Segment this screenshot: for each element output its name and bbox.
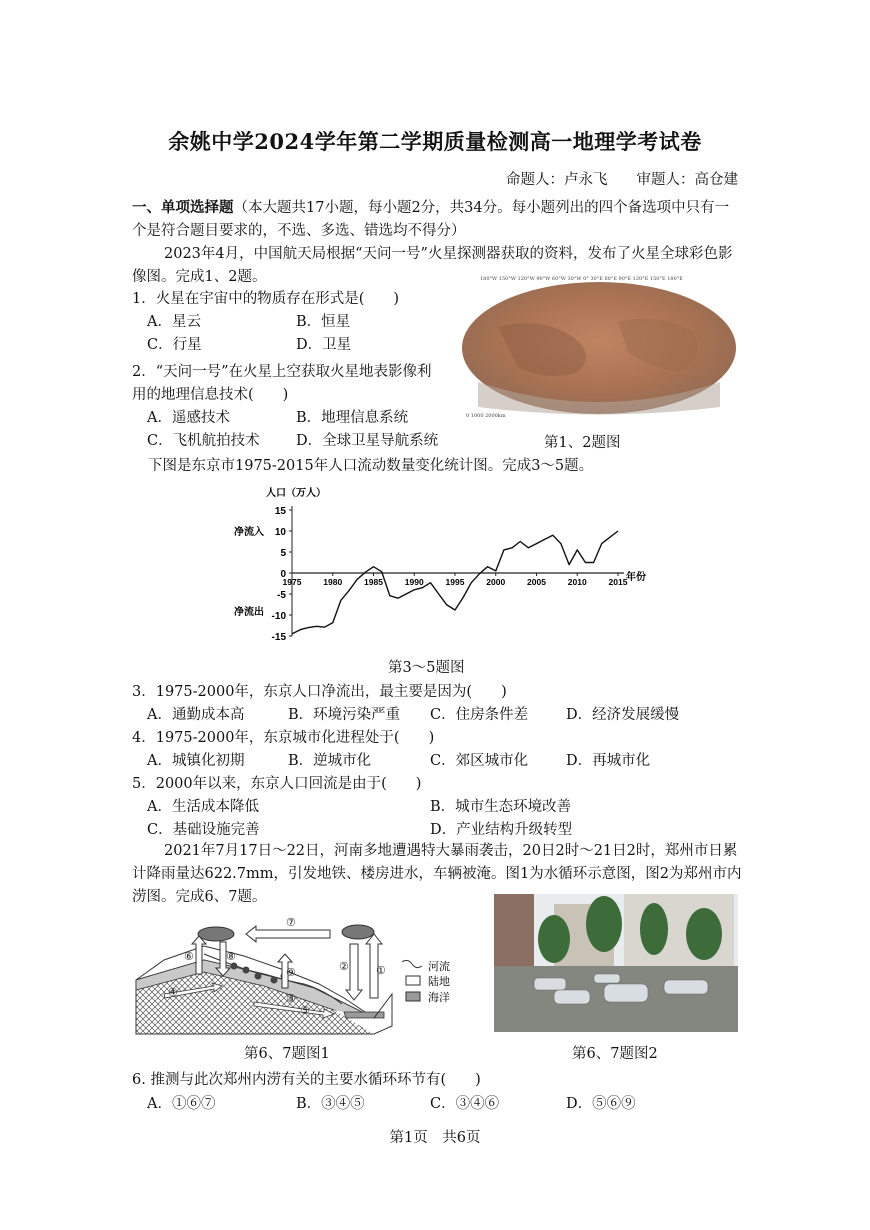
y-tick-label: -5: [277, 590, 286, 601]
q4-option-c[interactable]: C．郊区城市化: [430, 753, 529, 769]
label-2: ②: [339, 960, 349, 973]
q4-option-b[interactable]: B．逆城市化: [288, 753, 372, 769]
y-tick-label: 5: [280, 548, 286, 559]
x-tick-label: 2015: [608, 577, 628, 587]
q6-option-a[interactable]: A．①⑥⑦: [147, 1096, 216, 1112]
intro-paragraph-2: 下图是东京市1975-2015年人口流动数量变化统计图。完成3～5题。: [148, 458, 594, 474]
legend-ocean: 海洋: [428, 991, 450, 1004]
legend-land: 陆地: [428, 975, 450, 988]
y-tick-label: -15: [271, 632, 286, 643]
q1-option-a[interactable]: A．星云: [147, 314, 201, 330]
y-tick-label: 10: [274, 527, 286, 538]
section-note: （本大题共17小题，每小题2分，共34分。每小题列出的四个备选项中只有一个是符合题目要求的，不选、多选、错选均不得分）: [132, 200, 730, 239]
intro-paragraph-1: 2023年4月，中国航天局根据“天问一号”火星探测器获取的资料，发布了火星全球彩色影像图。完成1、2题。: [132, 246, 733, 285]
label-5: ⑤: [300, 1004, 310, 1017]
x-tick-label: 1985: [364, 577, 383, 587]
svg-text:0 1000 2000km: 0 1000 2000km: [466, 413, 506, 419]
figure-1-2-caption: 第1、2题图: [544, 435, 621, 451]
figure-6-7-caption-1: 第6、7题图1: [244, 1046, 330, 1062]
water-cycle-diagram: [134, 914, 474, 1038]
q4-option-d[interactable]: D．再城市化: [566, 753, 651, 769]
q1-option-c[interactable]: C．行星: [147, 337, 202, 353]
x-tick-label: 1975: [282, 577, 302, 587]
label-8: ⑧: [226, 950, 236, 963]
x-axis-label: 年份: [626, 572, 646, 583]
net-outflow-label: 净流出: [234, 606, 264, 618]
question-3-stem: 3．1975-2000年，东京人口净流出，最主要是因为( ): [132, 684, 507, 700]
q1-option-d[interactable]: D．卫星: [296, 337, 352, 353]
net-inflow-label: 净流入: [234, 527, 264, 538]
q1-option-b[interactable]: B．恒星: [296, 314, 351, 330]
y-tick-label: 0: [280, 569, 286, 580]
q5-option-b[interactable]: B．城市生态环境改善: [430, 799, 572, 815]
y-tick-label: 15: [274, 506, 286, 517]
q2-option-c[interactable]: C．飞机航拍技术: [147, 433, 260, 449]
authors: 命题人：卢永飞 审题人：高仓建: [506, 172, 738, 188]
q5-option-a[interactable]: A．生活成本降低: [147, 799, 259, 815]
label-6: ⑥: [184, 950, 194, 963]
q3-option-c[interactable]: C．住房条件差: [430, 707, 529, 723]
page-footer: 第1页 共6页: [389, 1130, 481, 1146]
population-flow-chart: [226, 484, 666, 649]
q4-option-a[interactable]: A．城镇化初期: [147, 753, 245, 769]
y-tick-label: -10: [271, 611, 286, 622]
x-tick-label: 2000: [486, 577, 506, 587]
section-heading: 一、单项选择题: [132, 199, 234, 216]
zhengzhou-flood-photo: [494, 894, 738, 1032]
y-axis-label: 人口（万人）: [266, 488, 326, 499]
label-1: ①: [376, 964, 386, 977]
svg-text:180°W 150°W 120°W 90°W 60°: 180°W 150°W 120°W 90°W 60°W 30°W 0° 30°E 60°E 90°E 120°E 150°E 180°E: [480, 276, 683, 282]
x-tick-label: 2005: [527, 577, 546, 587]
figure-3-5-caption: 第3～5题图: [388, 660, 465, 676]
question-5-stem: 5．2000年以来，东京人口回流是由于( ): [132, 776, 422, 792]
legend-river: 河流: [428, 960, 450, 973]
label-3: ③: [286, 992, 296, 1005]
section-header: [132, 196, 742, 243]
q3-option-d[interactable]: D．经济发展缓慢: [566, 707, 680, 723]
q3-option-a[interactable]: A．通勤成本高: [147, 707, 245, 723]
question-6-stem: 6. 推测与此次郑州内涝有关的主要水循环环节有( ): [132, 1072, 481, 1088]
figure-6-7-caption-2: 第6、7题图2: [572, 1046, 658, 1062]
q2-option-b[interactable]: B．地理信息系统: [296, 410, 409, 426]
q6-option-d[interactable]: D．⑤⑥⑨: [566, 1096, 636, 1112]
x-tick-label: 1980: [323, 577, 343, 587]
intro-paragraph-3: 2021年7月17日～22日，河南多地遭遇特大暴雨袭击，20日2时～21日2时，郑州市日累计降雨量达622.7mm，引发地铁、楼房进水，车辆被淹。图1为水循环示意图，图2为郑州市内涝图。完成6、7题。: [132, 843, 742, 905]
label-9: ⑨: [286, 966, 296, 979]
q3-option-b[interactable]: B．环境污染严重: [288, 707, 401, 723]
q2-option-a[interactable]: A．遥感技术: [147, 410, 230, 426]
question-2-stem-line1: 2．“天问一号”在火星上空获取火星地表影像利: [132, 364, 432, 380]
q6-option-c[interactable]: C．③④⑥: [430, 1096, 500, 1112]
x-tick-label: 1990: [404, 577, 424, 587]
q5-option-c[interactable]: C．基础设施完善: [147, 822, 260, 838]
label-4: ④: [168, 986, 178, 999]
q6-option-b[interactable]: B．③④⑤: [296, 1096, 365, 1112]
label-7: ⑦: [286, 916, 296, 929]
question-4-stem: 4．1975-2000年，东京城市化进程处于( ): [132, 730, 435, 746]
mars-map-image: [458, 272, 740, 420]
question-1-stem: 1．火星在宇宙中的物质存在形式是( ): [132, 291, 400, 307]
page-title: 余姚中学2024学年第二学期质量检测高一地理学考试卷: [168, 129, 702, 154]
x-tick-label: 1995: [445, 577, 465, 587]
q2-option-d[interactable]: D．全球卫星导航系统: [296, 433, 439, 449]
x-tick-label: 2010: [567, 577, 587, 587]
q5-option-d[interactable]: D．产业结构升级转型: [430, 822, 573, 838]
question-2-stem-line2: 用的地理信息技术( ): [132, 387, 289, 403]
